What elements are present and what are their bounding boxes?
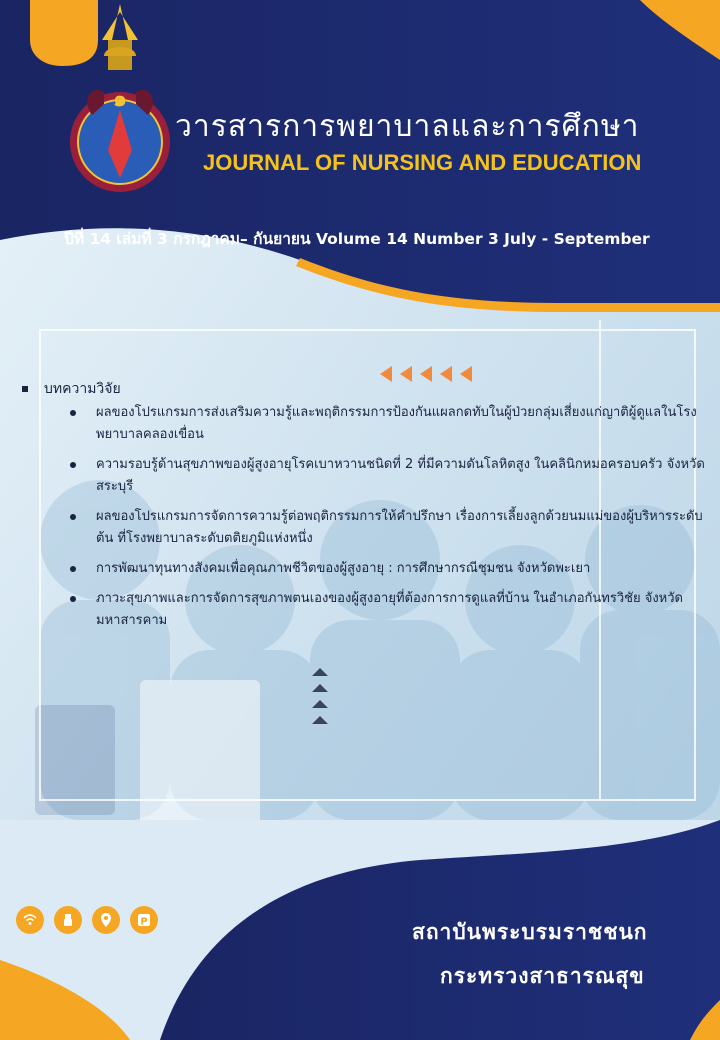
- article-list: [70, 402, 705, 640]
- article-item: [70, 558, 705, 580]
- article-title: ความรอบรู้ด้านสุขภาพของผู้สูงอายุโรคเบาหวานชนิดที่ 2 ที่มีความดันโลหิตสูง ในคลินิกหมอครอบครัว จังหวัดสระบุรี: [96, 457, 705, 494]
- section-heading: [22, 378, 121, 400]
- issue-info: ปีที่ 14 เล่มที่ 3 กรกฎาคม– กันยายน Volume 14 Number 3 July - September: [64, 230, 650, 248]
- article-item: [70, 402, 705, 446]
- bullet-icon: [70, 596, 76, 602]
- svg-text:๑: ๑: [113, 87, 127, 112]
- bullet-icon: [70, 566, 76, 572]
- article-title: ผลของโปรแกรมการจัดการความรู้ต่อพฤติกรรมการให้คำปรึกษา เรื่องการเลี้ยงลูกด้วยนมแม่ของผู้บริหารระดับต้น ที่โรงพยาบาลระดับตติยภูมิแห่งหนึ่ง: [96, 509, 703, 546]
- ministry-name: กระทรวงสาธารณสุข: [440, 964, 645, 988]
- article-item: [70, 506, 705, 550]
- usb-icon: [54, 906, 82, 934]
- bullet-icon: [70, 462, 76, 468]
- institution-name: สถาบันพระบรมราชชนก: [412, 920, 648, 944]
- article-title: ผลของโปรแกรมการส่งเสริมความรู้และพฤติกรรมการป้องกันแผลกดทับในผู้ป่วยกลุ่มเสี่ยงแก่ญาติผู้ดูแลในโรงพยาบาลคลองเขื่อน: [96, 405, 697, 442]
- parking-icon: [130, 906, 158, 934]
- bullet-icon: [70, 410, 76, 416]
- square-bullet-icon: [22, 386, 28, 392]
- svg-text:P: P: [140, 916, 148, 928]
- article-item: [70, 588, 705, 632]
- journal-title-english: JOURNAL OF NURSING AND EDUCATION: [203, 150, 642, 175]
- article-title: ภาวะสุขภาพและการจัดการสุขภาพตนเองของผู้สูงอายุที่ต้องการการดูแลที่บ้าน ในอำเภอกันทรวิชัย จังหวัดมหาสารคาม: [96, 591, 683, 628]
- journal-title-thai: วารสารการพยาบาลและการศึกษา: [175, 109, 640, 144]
- article-item: [70, 454, 705, 498]
- article-title: การพัฒนาทุนทางสังคมเพื่อคุณภาพชีวิตของผู้สูงอายุ : การศึกษากรณีชุมชน จังหวัดพะเยา: [96, 561, 591, 576]
- location-icon: [92, 906, 120, 934]
- bottom-icon-row: [16, 906, 158, 934]
- section-label: บทความวิจัย: [44, 381, 121, 397]
- wifi-icon: [16, 906, 44, 934]
- bullet-icon: [70, 514, 76, 520]
